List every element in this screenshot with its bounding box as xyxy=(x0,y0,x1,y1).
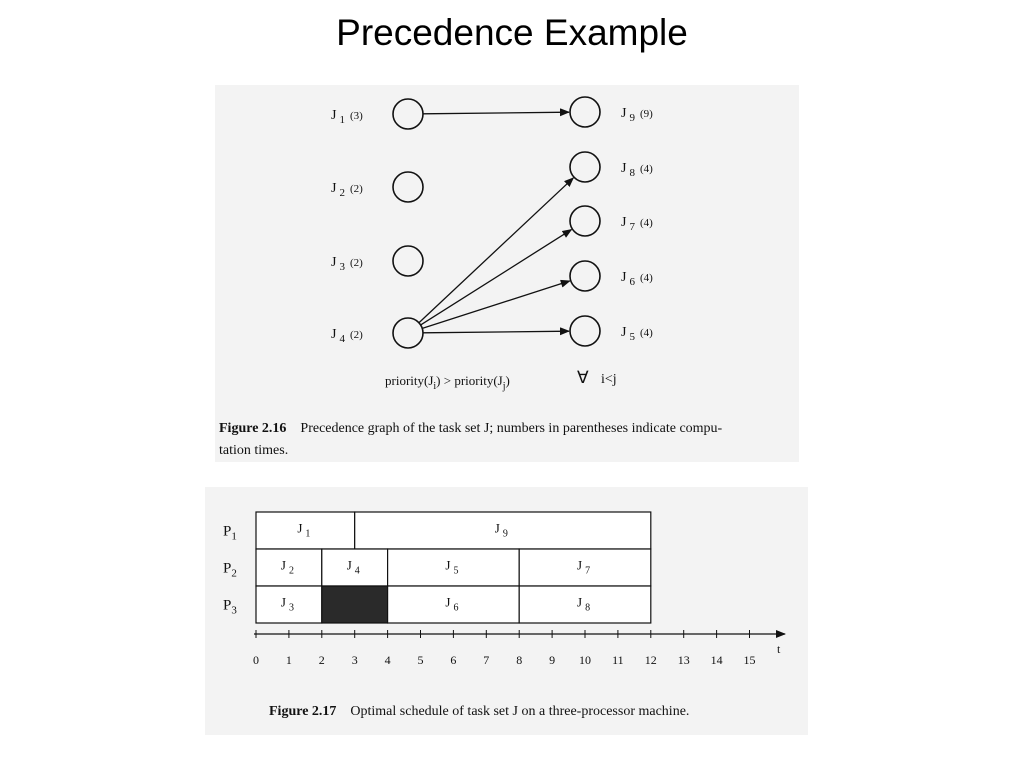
tick-label: 12 xyxy=(644,653,657,667)
precedence-graph-figure xyxy=(215,85,799,462)
gantt-schedule xyxy=(205,487,808,735)
idle-slot xyxy=(322,586,388,623)
node-j9 xyxy=(570,97,600,127)
tick-label: 4 xyxy=(384,653,391,667)
processor-label-p3: $P_3$ xyxy=(223,597,237,617)
tick-label: 6 xyxy=(450,653,457,667)
axis-label-t: t xyxy=(777,642,781,656)
task-label-j3: J $_3$ xyxy=(280,594,294,614)
caption-label: Figure 2.16 xyxy=(219,421,287,436)
node-label-j2: J $_2$ $^{(2)}$ xyxy=(331,181,363,199)
tick-label: 10 xyxy=(579,653,591,667)
node-label-j6: J $_6$ $^{(4)}$ xyxy=(621,270,653,288)
edge-j4-j5 xyxy=(423,331,569,333)
task-label-j8: J $_8$ xyxy=(577,594,591,614)
node-j6 xyxy=(570,261,600,291)
node-j7 xyxy=(570,206,600,236)
tick-label: 3 xyxy=(351,653,358,667)
node-label-j5: J $_5$ $^{(4)}$ xyxy=(621,325,653,343)
schedule-figure xyxy=(205,487,808,735)
priority-formula: $priority(J_i)$ > $priority(J_j)$ xyxy=(385,373,510,392)
tick-label: 0 xyxy=(253,653,259,667)
node-label-j4: J $_4$ $^{(2)}$ xyxy=(331,327,363,345)
task-label-j7: J $_7$ xyxy=(577,557,591,577)
tick-label: 7 xyxy=(483,653,490,667)
tick-label: 14 xyxy=(710,653,723,667)
edge-j1-j9 xyxy=(423,112,569,114)
task-label-j6: J $_6$ xyxy=(445,594,459,614)
task-label-j1: J $_1$ xyxy=(297,520,311,540)
task-label-j5: J $_5$ xyxy=(445,557,459,577)
edge-j4-j6 xyxy=(422,281,569,328)
precedence-graph xyxy=(215,85,799,462)
tick-label: 11 xyxy=(612,653,624,667)
caption-text: Precedence graph of the task set J; numbers in parentheses indicate compu- xyxy=(300,421,723,436)
node-label-j8: J $_8$ $^{(4)}$ xyxy=(621,161,653,179)
node-label-j7: J $_7$ $^{(4)}$ xyxy=(621,215,653,233)
tick-label: 1 xyxy=(285,653,292,667)
processor-label-p2: $P_2$ xyxy=(223,560,237,580)
node-j1 xyxy=(393,99,423,129)
caption-text-cont: tation times. xyxy=(219,443,289,458)
edge-j4-j7 xyxy=(421,230,572,325)
tick-label: 2 xyxy=(318,653,325,667)
slide-title: Precedence Example xyxy=(336,12,688,53)
node-j4 xyxy=(393,318,423,348)
node-label-j1: J $_1$ $^{(3)}$ xyxy=(331,108,363,126)
tick-label: 5 xyxy=(417,653,424,667)
tick-label: 9 xyxy=(549,653,556,667)
tick-label: 8 xyxy=(516,653,523,667)
edge-j4-j8 xyxy=(419,178,573,323)
forall-symbol: ∀ xyxy=(577,368,589,387)
caption-text: Optimal schedule of task set J on a three-processor machine. xyxy=(350,704,690,719)
node-j8 xyxy=(570,152,600,182)
forall-condition: i<j xyxy=(601,372,617,387)
task-label-j9: J $_9$ xyxy=(494,520,508,540)
processor-label-p1: $P_1$ xyxy=(223,523,237,543)
node-label-j3: J $_3$ $^{(2)}$ xyxy=(331,255,363,273)
tick-label: 15 xyxy=(743,653,756,667)
node-j3 xyxy=(393,246,423,276)
tick-label: 13 xyxy=(677,653,690,667)
figure-2-16-caption xyxy=(219,418,799,462)
node-label-j9: J $_9$ $^{(9)}$ xyxy=(621,106,653,124)
figure-2-17-caption xyxy=(269,701,789,723)
node-j5 xyxy=(570,316,600,346)
task-label-j2: J $_2$ xyxy=(280,557,294,577)
caption-label: Figure 2.17 xyxy=(269,704,337,719)
task-label-j4: J $_4$ xyxy=(346,557,360,577)
node-j2 xyxy=(393,172,423,202)
